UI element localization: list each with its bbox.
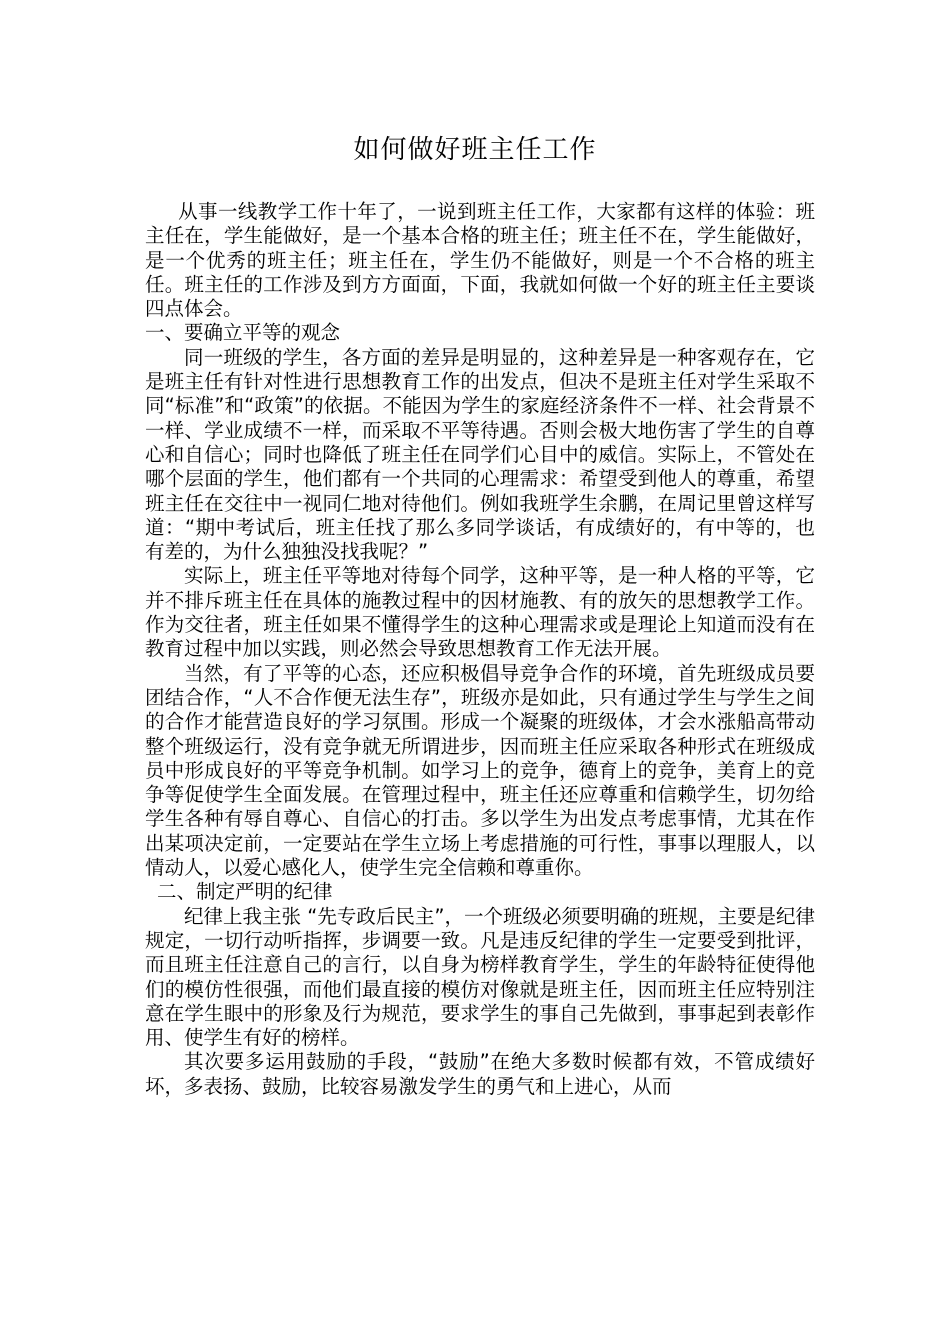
- document-body: [145, 200, 815, 1099]
- section-heading-equality: 一、要确立平等的观念: [145, 321, 341, 345]
- section-heading-discipline: 二、制定严明的纪律: [157, 880, 333, 904]
- body-paragraph: 同一班级的学生，各方面的差异是明显的，这种差异是一种客观存在，它是班主任有针对性进行思想教育工作的出发点，但决不是班主任对学生采取不同“标准”和“政策”的依据。不能因为学生的家庭经济条件不一样、社会背景不一样、学业成绩不一样，而采取不平等待遇。否则会极大地伤害了学生的自尊心和自信心；同时也降低了班主任在同学们心目中的威信。实际上，不管处在哪个层面的学生，他们都有一个共同的心理需求：希望受到他人的尊重，希望班主任在交往中一视同仁地对待他们。例如我班学生余鹏，在周记里曾这样写道：“期中考试后，班主任找了那么多同学谈话，有成绩好的，有中等的，也有差的，为什么独独没找我呢？”: [145, 345, 815, 564]
- document-title: 如何做好班主任工作: [353, 135, 597, 165]
- body-paragraph: 其次要多运用鼓励的手段，“鼓励”在绝大多数时候都有效，不管成绩好坏，多表扬、鼓励，比较容易激发学生的勇气和上进心，从而: [145, 1050, 815, 1098]
- body-paragraph: 实际上，班主任平等地对待每个同学，这种平等，是一种人格的平等，它并不排斥班主任在具体的施教过程中的因材施教、有的放矢的思想教学工作。作为交往者，班主任如果不懂得学生的这种心理需求或是理论上知道而没有在教育过程中加以实践，则必然会导致思想教育工作无法开展。: [145, 564, 815, 661]
- body-paragraph: 当然，有了平等的心态，还应积极倡导竞争合作的环境，首先班级成员要团结合作，“人不合作便无法生存”，班级亦是如此，只有通过学生与学生之间的合作才能营造良好的学习氛围。形成一个凝聚的班级体，才会水涨船高带动整个班级运行，没有竞争就无所谓进步，因而班主任应采取各种形式在班级成员中形成良好的平等竞争机制。如学习上的竞争，德育上的竞争，美育上的竞争等促使学生全面发展。在管理过程中，班主任还应尊重和信赖学生，切勿给学生各种有辱自尊心、自信心的打击。多以学生为出发点考虑事情，尤其在作出某项决定前，一定要站在学生立场上考虑措施的可行性，事事以理服人，以情动人，以爱心感化人，使学生完全信赖和尊重你。: [145, 661, 815, 880]
- body-paragraph: 纪律上我主张 “先专政后民主”，一个班级必须要明确的班规，主要是纪律规定，一切行动听指挥，步调要一致。凡是违反纪律的学生一定要受到批评，而且班主任注意自己的言行，以自身为榜样教育学生，学生的年龄特征使得他们的模仿性很强，而他们最直接的模仿对像就是班主任，因而班主任应特别注意在学生眼中的形象及行为规范，要求学生的事自己先做到，事事起到表彰作用、使学生有好的榜样。: [145, 904, 815, 1050]
- intro-paragraph: 从事一线教学工作十年了，一说到班主任工作，大家都有这样的体验：班主任在，学生能做好，是一个基本合格的班主任；班主任不在，学生能做好，是一个优秀的班主任；班主任在，学生仍不能做好，则是一个不合格的班主任。班主任的工作涉及到方方面面，下面，我就如何做一个好的班主任主要谈四点体会。: [145, 200, 815, 321]
